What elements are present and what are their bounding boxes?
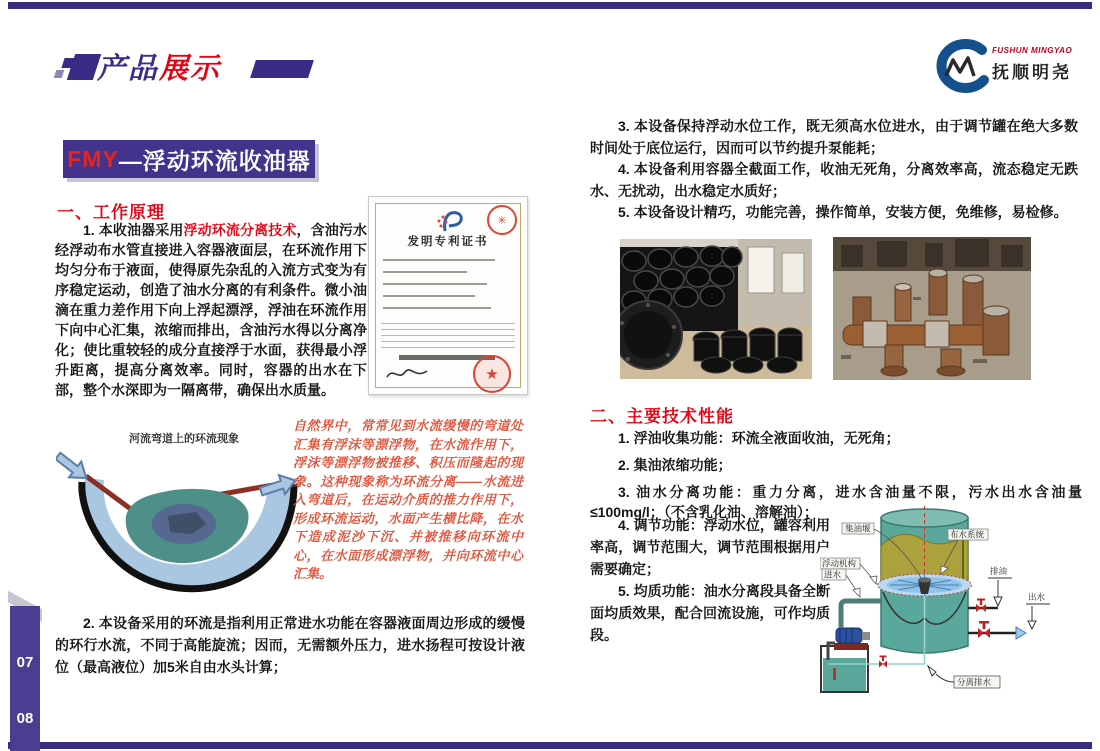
product-name: —浮动环流收油器 [118,147,311,174]
technical-performance-list-2 [590,514,830,646]
factory-photo-drums [620,239,812,379]
working-principle-paragraph [55,220,367,400]
product-display-logo [55,46,315,91]
red-stamp-icon: ✳ [487,205,517,235]
label-float-mech: 浮动机构 [822,558,857,569]
certificate-line [381,329,515,330]
factory-photo-pipes [833,237,1031,380]
certificate-line [383,259,495,261]
logo-deco-square [54,70,65,78]
logo-text [97,46,221,87]
label-oil-weir: 集油堰 [845,523,871,534]
product-title-banner [63,140,315,178]
certificate-line [381,335,515,336]
performance-item-1: 1. 浮油收集功能：环流全液面收油，无死角； [618,430,900,446]
feature-points [590,116,1078,224]
valve-icon [976,599,986,613]
patent-office-emblem-icon [431,207,465,233]
floating-distributor [878,574,972,596]
main-tank [878,506,972,653]
page-number-ribbon [10,606,40,751]
nature-phenomenon-note: 自然界中，常常见到水流缓慢的弯道处汇集有浮沫等漂浮物，在水流作用下，浮沫等漂浮物被推移、积压而隆起的现象。这种现象称为环流分离——水流进入弯道后，在运动介质的推力作用下，形成环流运动，水面产生横比降，在水下造成泥沙下沉、并被推移向环流中心，在水面形成漂浮物，并向环流中心汇集。 [293,418,523,581]
company-name-cn: 抚顺明尧 [992,63,1072,82]
label-oil-out: 排油 [990,566,1008,576]
performance-item-5: 5. 均质功能：油水分离段具备全断面均质效果，配合回流设施，可作均质段。 [590,583,830,643]
signature-icon [385,365,429,383]
p1-highlight: 浮动环流分离技术 [183,222,297,238]
inlet-pipe [841,601,882,628]
certificate-line [381,347,515,348]
river-bend-diagram [56,420,302,606]
top-border-rule [8,2,1092,9]
feature-point-3: 3. 本设备保持浮动水位工作，既无须高水位进水，由于调节罐在绝大多数时间处于底位运行，因而可以节约提升泵能耗； [590,118,1078,156]
oil-outlet-line [968,578,1012,612]
certificate-line [383,271,467,273]
red-seal-icon: ★ [473,355,511,393]
page-number-08: 08 [16,710,34,727]
tank-process-diagram [820,496,1090,703]
certificate-title: 发明专利证书 [407,236,489,248]
bottom-border-rule [8,742,1092,749]
section2-heading: 二、主要技术性能 [590,407,734,426]
company-name-en: FUSHUN MINGYAO [992,46,1073,55]
section1-heading: 一、工作原理 [57,203,165,222]
cm-logo-icon [930,36,992,98]
valve-icon [978,621,990,638]
certificate-line [383,307,491,309]
label-distributor: 布水系统 [950,529,985,540]
certificate-line [381,323,515,324]
logo-word-2: 展示 [159,53,222,85]
performance-item-4: 4. 调节功能：浮动水位，罐容利用率高，调节范围大，调节范围根据用户需要确定； [590,517,830,577]
feature-point-5: 5. 本设备设计精巧，功能完善，操作简单，安装方便，免维修，易检修。 [618,204,1068,220]
logo-word-1: 产品 [97,53,160,85]
patent-certificate-image [368,196,528,395]
pump-icon [828,628,870,660]
p1-pre: 1. 本收油器采用 [83,222,184,238]
certificate-line [381,341,515,342]
label-water-out: 出水 [1028,592,1046,602]
label-drain: 分离排水 [957,677,992,687]
company-logo [930,36,1095,98]
logo-trailing-bar [250,60,314,78]
performance-item-3: 3. 油水分离功能：重力分离，进水含油量不限，污水出水含油量≤100mg/l；（不含乳化油、溶解油）； [590,484,1082,520]
product-model: FMY [67,145,119,172]
river-diagram-caption: 河流弯道上的环流现象 [129,433,239,445]
feature-point-4: 4. 本设备利用容器全截面工作，收油无死角，分离效率高，流态稳定无跌水、无扰动，出水稳定水质好； [590,161,1078,199]
label-water-in: 进水 [824,569,842,580]
page-number-07: 07 [16,654,34,671]
p1-post: ，含油污水经浮动布水管直接进入容器液面层，在环流作用下均匀分布于液面，使得原先杂乱的入流方式变为有序稳定运动，创造了油水分离的有利条件。微小油滴在重力差作用下向上浮起漂浮，浮油在环流作用下向中心汇集，浓缩而排出，含油污水得以分离净化；使比重较轻的成分直接浮于水面，获得最小浮升距离，提高分离效率。同时，容器的出水在下部，整个水深即为一隔离带，确保出水质量。 [55,222,368,398]
performance-item-2: 2. 集油浓缩功能； [618,457,732,473]
certificate-line [383,295,475,297]
valve-icon [879,656,887,668]
certificate-line [383,283,487,285]
circulation-definition-paragraph: 2. 本设备采用的环流是指利用正常进水功能在容器液面周边形成的缓慢的环行水流，不同于高能旋流；因而，无需额外压力，进水扬程可按设计液位（最高液位）加5米自由水头计算； [55,615,525,675]
